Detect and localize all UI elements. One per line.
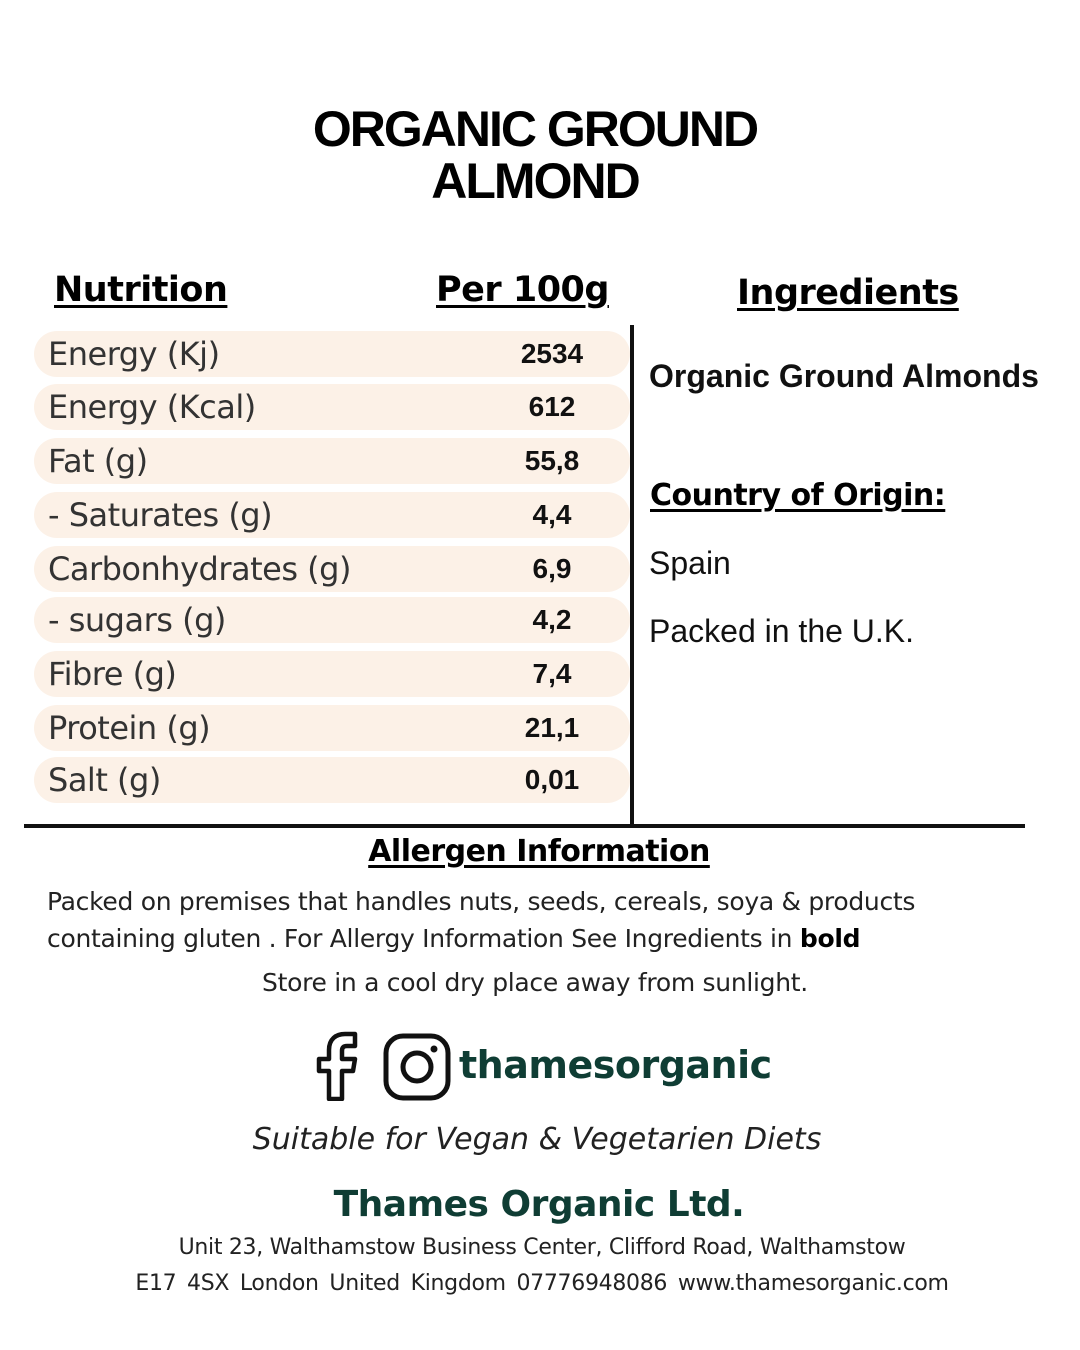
nutrition-value: 4,2 — [532, 604, 572, 635]
nutrition-row-carbohydrates — [34, 546, 630, 592]
column-divider — [630, 325, 634, 825]
ingredients-header: Ingredients — [737, 273, 959, 313]
nutrition-value: 21,1 — [524, 712, 580, 743]
nutrition-label: Fat (g) — [48, 442, 148, 480]
nutrition-value: 7,4 — [532, 658, 572, 689]
nutrition-label: Protein (g) — [48, 709, 211, 747]
allergen-line2 — [47, 920, 1037, 957]
country-of-origin-header: Country of Origin: — [650, 478, 946, 513]
nutrition-value: 6,9 — [532, 553, 572, 584]
nutrition-value: 612 — [528, 391, 576, 422]
product-title-line1: ORGANIC GROUND — [312, 101, 758, 157]
nutrition-value: 0,01 — [524, 764, 580, 795]
nutrition-label: Fibre (g) — [48, 655, 177, 693]
nutrition-value: 55,8 — [524, 445, 580, 476]
company-address-line2: E17 4SX London United Kingdom 07776948086 www.thamesorganic.com — [135, 1271, 949, 1296]
company-address-line1: Unit 23, Walthamstow Business Center, Clifford Road, Walthamstow — [178, 1235, 906, 1260]
allergen-line2-text: containing gluten . For Allergy Information See Ingredients in — [47, 924, 800, 953]
nutrition-row-protein — [34, 705, 630, 751]
nutrition-row-energy-kcal — [34, 384, 630, 430]
nutrition-row-energy-kj — [34, 331, 630, 377]
per-100g-header: Per 100g — [436, 270, 609, 310]
nutrition-row-salt — [34, 757, 630, 803]
allergen-header: Allergen Information — [368, 834, 710, 869]
nutrition-value: 4,4 — [532, 499, 572, 530]
ingredients-text: Organic Ground Almonds — [649, 358, 1039, 394]
packed-location: Packed in the U.K. — [649, 613, 915, 649]
social-handle: thamesorganic — [459, 1043, 772, 1087]
product-title — [0, 103, 1070, 207]
country-of-origin-value: Spain — [649, 545, 731, 581]
company-name: Thames Organic Ltd. — [333, 1184, 745, 1225]
nutrition-row-fibre — [34, 651, 630, 697]
nutrition-row-sugars — [34, 597, 630, 643]
nutrition-label: - Saturates (g) — [48, 496, 273, 534]
allergen-text — [47, 883, 1037, 957]
nutrition-label: Energy (Kcal) — [48, 388, 256, 426]
allergen-line1: Packed on premises that handles nuts, seeds, cereals, soya & products — [47, 887, 916, 916]
storage-instructions: Store in a cool dry place away from sunlight. — [262, 968, 808, 997]
nutrition-row-saturates — [34, 492, 630, 538]
product-title-line2: ALMOND — [431, 153, 639, 209]
nutrition-label: Carbonhydrates (g) — [48, 550, 351, 588]
nutrition-row-fat — [34, 438, 630, 484]
nutrition-label: Energy (Kj) — [48, 335, 220, 373]
section-divider — [24, 824, 1025, 828]
nutrition-label: Salt (g) — [48, 761, 161, 799]
nutrition-value: 2534 — [520, 338, 584, 369]
allergen-line2-bold: bold — [799, 924, 861, 953]
facebook-icon — [313, 1031, 361, 1101]
diet-statement: Suitable for Vegan & Vegetarien Diets — [252, 1122, 822, 1157]
instagram-icon — [383, 1033, 451, 1101]
nutrition-label: - sugars (g) — [48, 601, 226, 639]
nutrition-header: Nutrition — [54, 270, 228, 310]
